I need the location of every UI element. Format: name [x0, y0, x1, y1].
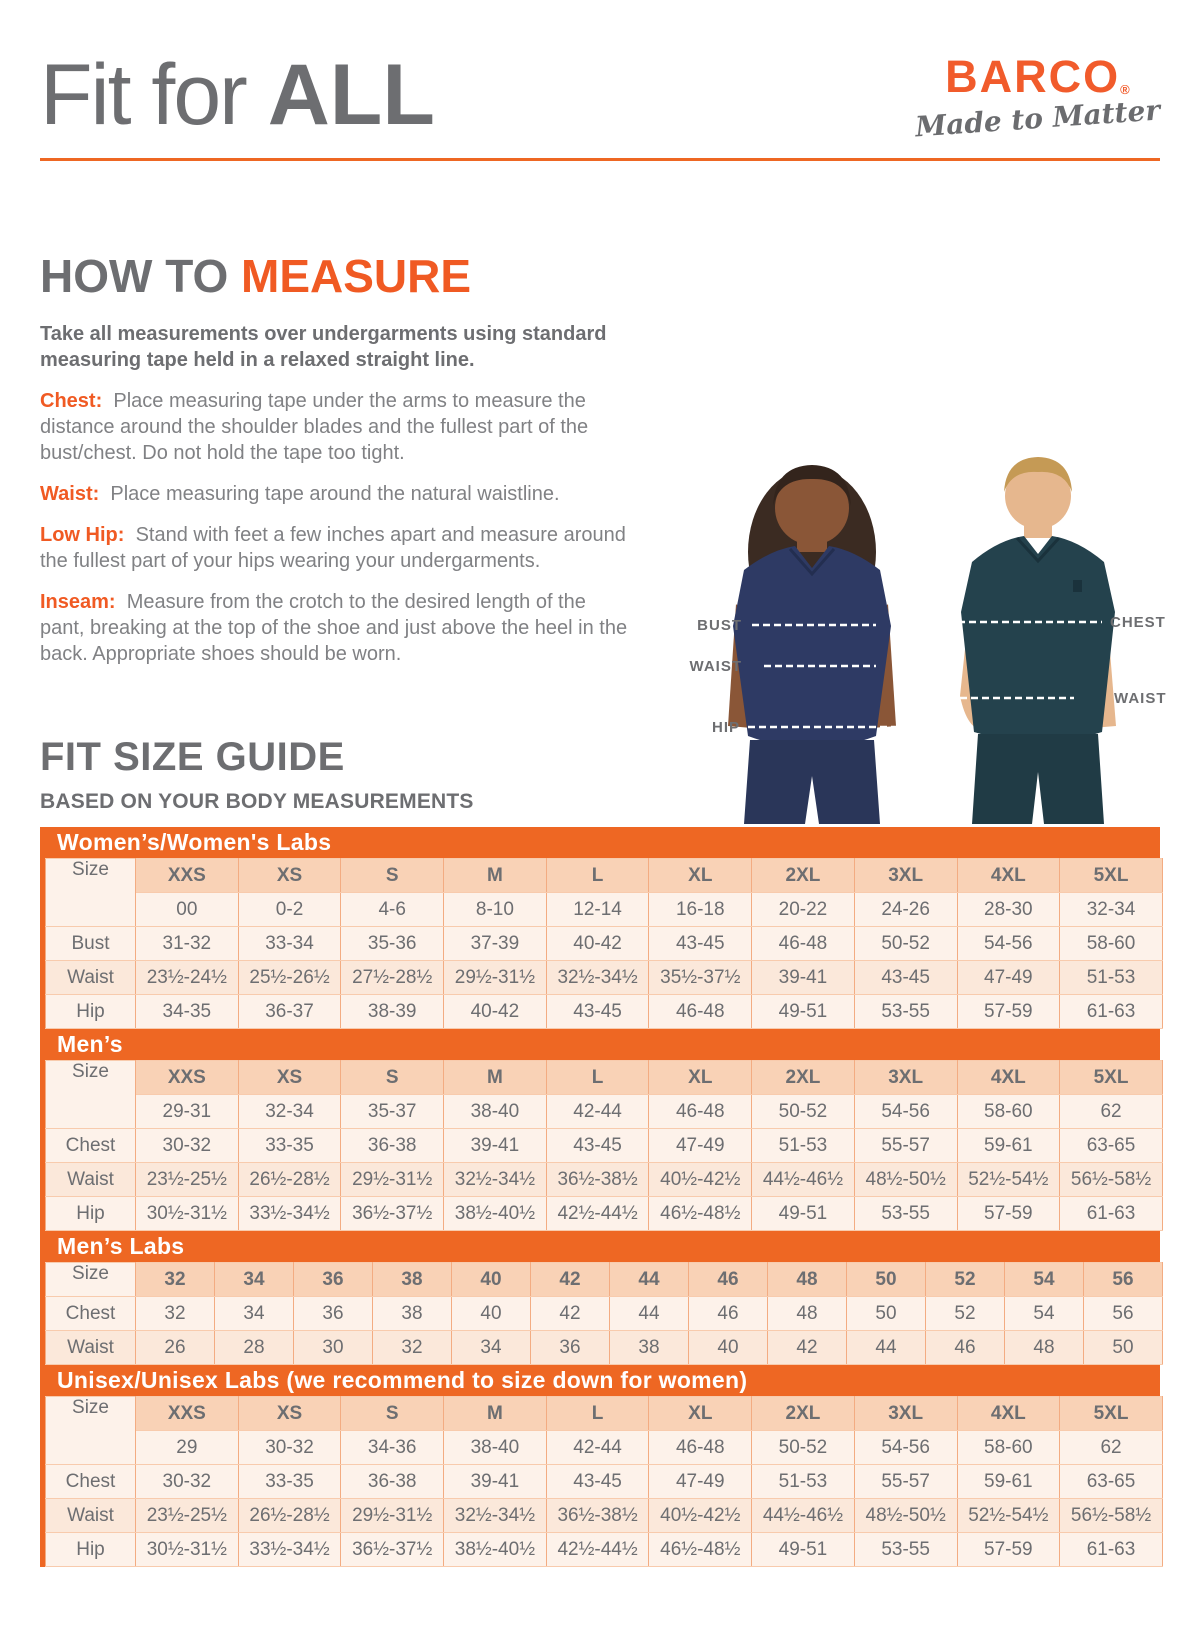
measurement-cell: 52 — [926, 1297, 1005, 1331]
measurement-cell: 52½-54½ — [957, 1499, 1060, 1533]
size-number-cell: 42-44 — [546, 1095, 649, 1129]
measure-item-waist — [40, 481, 634, 507]
measure-item-text: Measure from the crotch to the desired length of the pant, breaking at the top of the shoe and just above the heel in the back. Appropriate shoes should be worn. — [40, 591, 628, 665]
size-header-cell: 56 — [1084, 1263, 1163, 1297]
table-band-title: Women’s/Women's Labs — [45, 827, 1160, 858]
measurement-cell: 38 — [373, 1297, 452, 1331]
measurement-cell: 57-59 — [957, 995, 1060, 1029]
measurement-cell: 55-57 — [854, 1465, 957, 1499]
measurement-cell: 30-32 — [136, 1129, 239, 1163]
measure-item-label: Chest: — [40, 390, 103, 412]
measurement-cell: 30½-31½ — [136, 1197, 239, 1231]
measurement-cell: 40-42 — [546, 927, 649, 961]
table-row — [46, 1095, 1163, 1129]
measurement-cell: 26½-28½ — [238, 1163, 341, 1197]
measurement-cell: 32½-34½ — [444, 1163, 547, 1197]
measurement-cell: 46-48 — [649, 995, 752, 1029]
size-number-cell: 0-2 — [238, 893, 341, 927]
measurement-cell: 56 — [1084, 1297, 1163, 1331]
row-label-cell: Hip — [46, 1533, 136, 1567]
measurement-cell: 53-55 — [854, 1533, 957, 1567]
page-title-regular: Fit for — [40, 47, 268, 143]
measurement-cell: 56½-58½ — [1060, 1163, 1163, 1197]
measurement-cell: 57-59 — [957, 1197, 1060, 1231]
size-number-cell: 54-56 — [854, 1431, 957, 1465]
size-header-cell: XXS — [136, 859, 239, 893]
size-number-cell: 58-60 — [957, 1431, 1060, 1465]
measurement-cell: 28 — [215, 1331, 294, 1365]
waist-label-right: WAIST — [1114, 690, 1167, 707]
size-table-block-0 — [40, 827, 1160, 1029]
measurement-models-photo — [640, 434, 1200, 824]
measurement-cell: 47-49 — [649, 1465, 752, 1499]
measurement-cell: 51-53 — [1060, 961, 1163, 995]
measurement-cell: 38-39 — [341, 995, 444, 1029]
measurement-cell: 39-41 — [444, 1465, 547, 1499]
waist-label-left: WAIST — [689, 658, 742, 675]
table-row — [46, 995, 1163, 1029]
measurement-cell: 61-63 — [1060, 1533, 1163, 1567]
measurement-cell: 46 — [926, 1331, 1005, 1365]
row-label-cell: Bust — [46, 927, 136, 961]
measurement-cell: 38 — [610, 1331, 689, 1365]
measurement-cell: 23½-25½ — [136, 1163, 239, 1197]
measurement-cell: 52½-54½ — [957, 1163, 1060, 1197]
table-row — [46, 1129, 1163, 1163]
measurement-cell: 27½-28½ — [341, 961, 444, 995]
size-corner-cell: Size — [46, 1397, 136, 1465]
measurement-cell: 50 — [847, 1297, 926, 1331]
measurement-cell: 63-65 — [1060, 1465, 1163, 1499]
table-row — [46, 1499, 1163, 1533]
measurement-cell: 30-32 — [136, 1465, 239, 1499]
measurement-cell: 40½-42½ — [649, 1163, 752, 1197]
size-header-cell: XS — [238, 1061, 341, 1095]
size-tables — [40, 827, 1160, 1567]
man-figure — [958, 457, 1116, 824]
size-header-cell: XL — [649, 1061, 752, 1095]
row-label-cell: Chest — [46, 1129, 136, 1163]
size-number-cell: 32-34 — [238, 1095, 341, 1129]
size-number-cell: 50-52 — [752, 1431, 855, 1465]
measurement-cell: 49-51 — [752, 1197, 855, 1231]
measurement-cell: 31-32 — [136, 927, 239, 961]
registered-mark-icon: ® — [1120, 82, 1130, 97]
orange-divider — [40, 158, 1160, 161]
measurement-cell: 42 — [768, 1331, 847, 1365]
measurement-cell: 58-60 — [1060, 927, 1163, 961]
table-row — [46, 1431, 1163, 1465]
measurement-cell: 34-35 — [136, 995, 239, 1029]
measurement-cell: 29½-31½ — [341, 1499, 444, 1533]
table-row — [46, 859, 1163, 893]
page-title-bold: ALL — [267, 47, 435, 143]
fit-size-guide-heading: FIT SIZE GUIDE — [40, 735, 345, 779]
measurement-cell: 33-35 — [238, 1465, 341, 1499]
size-corner-cell: Size — [46, 1263, 136, 1297]
size-header-cell: 36 — [294, 1263, 373, 1297]
measurement-cell: 51-53 — [752, 1465, 855, 1499]
measurement-cell: 33½-34½ — [238, 1533, 341, 1567]
measure-item-label: Inseam: — [40, 591, 116, 613]
table-row — [46, 1263, 1163, 1297]
size-table — [45, 1060, 1163, 1231]
measurement-cell: 36 — [531, 1331, 610, 1365]
size-header-cell: 40 — [452, 1263, 531, 1297]
measurement-cell: 37-39 — [444, 927, 547, 961]
measurement-cell: 46½-48½ — [649, 1197, 752, 1231]
size-header-cell: M — [444, 859, 547, 893]
measurement-cell: 50-52 — [854, 927, 957, 961]
size-header-cell: 32 — [136, 1263, 215, 1297]
size-header-cell: 5XL — [1060, 1061, 1163, 1095]
measurement-cell: 38½-40½ — [444, 1533, 547, 1567]
measurement-cell: 23½-25½ — [136, 1499, 239, 1533]
measurement-cell: 54 — [1005, 1297, 1084, 1331]
measurement-cell: 33-35 — [238, 1129, 341, 1163]
size-number-cell: 20-22 — [752, 893, 855, 927]
size-header-cell: 5XL — [1060, 1397, 1163, 1431]
measurement-cell: 54-56 — [957, 927, 1060, 961]
measure-item-text: Place measuring tape under the arms to measure the distance around the shoulder blades and the fullest part of the bust/chest. Do not hold the tape too tight. — [40, 390, 589, 464]
size-number-cell: 16-18 — [649, 893, 752, 927]
how-to-measure-heading — [40, 249, 1160, 303]
size-number-cell: 29 — [136, 1431, 239, 1465]
measurement-cell: 26½-28½ — [238, 1499, 341, 1533]
table-band-title: Men’s Labs — [45, 1231, 1160, 1262]
table-row — [46, 927, 1163, 961]
table-row — [46, 1197, 1163, 1231]
measurement-cell: 48½-50½ — [854, 1163, 957, 1197]
size-number-cell: 38-40 — [444, 1095, 547, 1129]
measurement-cell: 59-61 — [957, 1129, 1060, 1163]
fit-size-guide-subheading: BASED ON YOUR BODY MEASUREMENTS — [40, 790, 474, 813]
size-table-block-1 — [40, 1029, 1160, 1231]
size-header-cell: 42 — [531, 1263, 610, 1297]
measurement-cell: 32 — [373, 1331, 452, 1365]
size-number-cell: 54-56 — [854, 1095, 957, 1129]
row-label-cell: Waist — [46, 1499, 136, 1533]
size-number-cell: 24-26 — [854, 893, 957, 927]
measurement-cell: 36½-38½ — [546, 1163, 649, 1197]
measurement-cell: 32½-34½ — [444, 1499, 547, 1533]
measurement-cell: 32½-34½ — [546, 961, 649, 995]
size-header-cell: 3XL — [854, 1397, 957, 1431]
measurement-cell: 44 — [610, 1297, 689, 1331]
size-header-cell: L — [546, 1397, 649, 1431]
measurement-cell: 61-63 — [1060, 1197, 1163, 1231]
row-label-cell: Hip — [46, 995, 136, 1029]
measurement-cell: 36½-37½ — [341, 1197, 444, 1231]
logo-text: BARCO — [945, 51, 1121, 102]
measurement-cell: 53-55 — [854, 995, 957, 1029]
size-header-cell: XL — [649, 1397, 752, 1431]
size-header-cell: 5XL — [1060, 859, 1163, 893]
measurement-cell: 23½-24½ — [136, 961, 239, 995]
size-header-cell: 46 — [689, 1263, 768, 1297]
measure-item-label: Low Hip: — [40, 524, 125, 546]
measurement-cell: 34 — [452, 1331, 531, 1365]
hip-label: HIP — [711, 719, 740, 736]
measurement-cell: 43-45 — [546, 1465, 649, 1499]
measurement-cell: 43-45 — [546, 995, 649, 1029]
measurement-cell: 46-48 — [752, 927, 855, 961]
size-number-cell: 12-14 — [546, 893, 649, 927]
woman-figure — [728, 465, 898, 824]
size-header-cell: S — [341, 1397, 444, 1431]
size-number-cell: 38-40 — [444, 1431, 547, 1465]
size-number-cell: 46-48 — [649, 1095, 752, 1129]
size-header-cell: M — [444, 1061, 547, 1095]
size-header-cell: M — [444, 1397, 547, 1431]
size-header-cell: XXS — [136, 1061, 239, 1095]
measurement-cell: 40½-42½ — [649, 1499, 752, 1533]
row-label-cell: Waist — [46, 1163, 136, 1197]
size-header-cell: 4XL — [957, 1397, 1060, 1431]
size-header-cell: S — [341, 1061, 444, 1095]
measurement-cell: 33½-34½ — [238, 1197, 341, 1231]
size-header-cell: L — [546, 1061, 649, 1095]
measurement-cell: 46½-48½ — [649, 1533, 752, 1567]
logo-wordmark — [915, 51, 1160, 102]
table-row — [46, 1331, 1163, 1365]
measurement-cell: 33-34 — [238, 927, 341, 961]
measurement-cell: 47-49 — [649, 1129, 752, 1163]
table-row — [46, 893, 1163, 927]
measurement-cell: 39-41 — [752, 961, 855, 995]
size-header-cell: 2XL — [752, 1061, 855, 1095]
size-table-block-3 — [40, 1365, 1160, 1567]
measurement-cell: 32 — [136, 1297, 215, 1331]
heading-orange-part: MEASURE — [241, 250, 472, 302]
measurement-cell: 39-41 — [444, 1129, 547, 1163]
measurement-cell: 35-36 — [341, 927, 444, 961]
measurement-cell: 40-42 — [444, 995, 547, 1029]
size-number-cell: 34-36 — [341, 1431, 444, 1465]
size-header-cell: 2XL — [752, 859, 855, 893]
measurement-cell: 48 — [1005, 1331, 1084, 1365]
measurement-cell: 47-49 — [957, 961, 1060, 995]
measurement-cell: 26 — [136, 1331, 215, 1365]
size-number-cell: 46-48 — [649, 1431, 752, 1465]
size-header-cell: L — [546, 859, 649, 893]
size-header-cell: XS — [238, 859, 341, 893]
measurement-cell: 44½-46½ — [752, 1163, 855, 1197]
size-number-cell: 50-52 — [752, 1095, 855, 1129]
table-row — [46, 1163, 1163, 1197]
models-illustration — [640, 434, 1200, 824]
row-label-cell: Waist — [46, 961, 136, 995]
measurement-cell: 29½-31½ — [341, 1163, 444, 1197]
measurement-cell: 34 — [215, 1297, 294, 1331]
measurement-cell: 44½-46½ — [752, 1499, 855, 1533]
measurement-cell: 53-55 — [854, 1197, 957, 1231]
size-header-cell: XS — [238, 1397, 341, 1431]
measurement-cell: 61-63 — [1060, 995, 1163, 1029]
measurement-cell: 36-38 — [341, 1465, 444, 1499]
heading-gray-part: HOW TO — [40, 250, 242, 302]
size-table — [45, 858, 1163, 1029]
measurement-cell: 46 — [689, 1297, 768, 1331]
size-number-cell: 32-34 — [1060, 893, 1163, 927]
size-header-cell: 4XL — [957, 1061, 1060, 1095]
measure-item-chest — [40, 388, 634, 466]
measure-item-text: Stand with feet a few inches apart and measure around the fullest part of your hips wearing your undergarments. — [40, 524, 626, 572]
table-row — [46, 1397, 1163, 1431]
measurement-cell: 35½-37½ — [649, 961, 752, 995]
measurement-cell: 43-45 — [546, 1129, 649, 1163]
size-number-cell: 00 — [136, 893, 239, 927]
table-row — [46, 961, 1163, 995]
table-row — [46, 1533, 1163, 1567]
size-table — [45, 1262, 1163, 1365]
size-header-cell: S — [341, 859, 444, 893]
chest-label: CHEST — [1110, 614, 1166, 631]
table-row — [46, 1061, 1163, 1095]
measurement-cell: 55-57 — [854, 1129, 957, 1163]
measurement-cell: 36-37 — [238, 995, 341, 1029]
size-header-cell: XL — [649, 859, 752, 893]
size-number-cell: 30-32 — [238, 1431, 341, 1465]
measurement-cell: 42 — [531, 1297, 610, 1331]
measurement-cell: 38½-40½ — [444, 1197, 547, 1231]
measurement-cell: 42½-44½ — [546, 1533, 649, 1567]
measure-item-low-hip — [40, 522, 634, 574]
measurement-cell: 25½-26½ — [238, 961, 341, 995]
measurement-cell: 30½-31½ — [136, 1533, 239, 1567]
bust-label: BUST — [697, 617, 742, 634]
logo-tagline: Made to Matter — [913, 93, 1161, 144]
size-header-cell: 34 — [215, 1263, 294, 1297]
size-header-cell: 38 — [373, 1263, 452, 1297]
size-number-cell: 8-10 — [444, 893, 547, 927]
row-label-cell: Chest — [46, 1465, 136, 1499]
size-corner-cell: Size — [46, 1061, 136, 1129]
size-header-cell: XXS — [136, 1397, 239, 1431]
row-label-cell: Chest — [46, 1297, 136, 1331]
table-band-title: Unisex/Unisex Labs (we recommend to size down for women) — [45, 1365, 1160, 1396]
row-label-cell: Hip — [46, 1197, 136, 1231]
measure-item-text: Place measuring tape around the natural waistline. — [110, 483, 560, 505]
size-corner-cell: Size — [46, 859, 136, 927]
measurement-cell: 56½-58½ — [1060, 1499, 1163, 1533]
measurement-cell: 40 — [689, 1331, 768, 1365]
measurement-cell: 30 — [294, 1331, 373, 1365]
size-number-cell: 29-31 — [136, 1095, 239, 1129]
size-header-cell: 44 — [610, 1263, 689, 1297]
size-number-cell: 58-60 — [957, 1095, 1060, 1129]
size-number-cell: 42-44 — [546, 1431, 649, 1465]
size-number-cell: 35-37 — [341, 1095, 444, 1129]
measurement-cell: 59-61 — [957, 1465, 1060, 1499]
size-header-cell: 50 — [847, 1263, 926, 1297]
size-number-cell: 28-30 — [957, 893, 1060, 927]
measurement-cell: 36 — [294, 1297, 373, 1331]
measurement-cell: 43-45 — [854, 961, 957, 995]
measurement-cell: 29½-31½ — [444, 961, 547, 995]
size-number-cell: 62 — [1060, 1431, 1163, 1465]
barco-logo — [913, 51, 1161, 144]
measurement-cell: 42½-44½ — [546, 1197, 649, 1231]
size-table — [45, 1396, 1163, 1567]
size-header-cell: 48 — [768, 1263, 847, 1297]
measurement-cell: 48½-50½ — [854, 1499, 957, 1533]
measurement-cell: 49-51 — [752, 1533, 855, 1567]
measurement-cell: 63-65 — [1060, 1129, 1163, 1163]
measurement-cell: 49-51 — [752, 995, 855, 1029]
measurement-cell: 51-53 — [752, 1129, 855, 1163]
measurement-cell: 43-45 — [649, 927, 752, 961]
measurement-cell: 40 — [452, 1297, 531, 1331]
row-label-cell: Waist — [46, 1331, 136, 1365]
measure-intro: Take all measurements over undergarments using standard measuring tape held in a relaxed straight line. — [40, 323, 607, 371]
table-band-title: Men’s — [45, 1029, 1160, 1060]
measure-item-inseam — [40, 589, 634, 667]
page-header — [40, 47, 1161, 148]
size-header-cell: 54 — [1005, 1263, 1084, 1297]
size-header-cell: 4XL — [957, 859, 1060, 893]
size-number-cell: 62 — [1060, 1095, 1163, 1129]
measure-item-label: Waist: — [40, 483, 100, 505]
size-table-block-2 — [40, 1231, 1160, 1365]
table-row — [46, 1465, 1163, 1499]
measurement-cell: 36-38 — [341, 1129, 444, 1163]
table-row — [46, 1297, 1163, 1331]
measurement-cell: 50 — [1084, 1331, 1163, 1365]
measurement-cell: 44 — [847, 1331, 926, 1365]
size-header-cell: 52 — [926, 1263, 1005, 1297]
size-header-cell: 3XL — [854, 859, 957, 893]
measurement-cell: 36½-37½ — [341, 1533, 444, 1567]
measurement-cell: 36½-38½ — [546, 1499, 649, 1533]
size-header-cell: 2XL — [752, 1397, 855, 1431]
measurement-cell: 57-59 — [957, 1533, 1060, 1567]
size-number-cell: 4-6 — [341, 893, 444, 927]
size-header-cell: 3XL — [854, 1061, 957, 1095]
measurement-cell: 48 — [768, 1297, 847, 1331]
